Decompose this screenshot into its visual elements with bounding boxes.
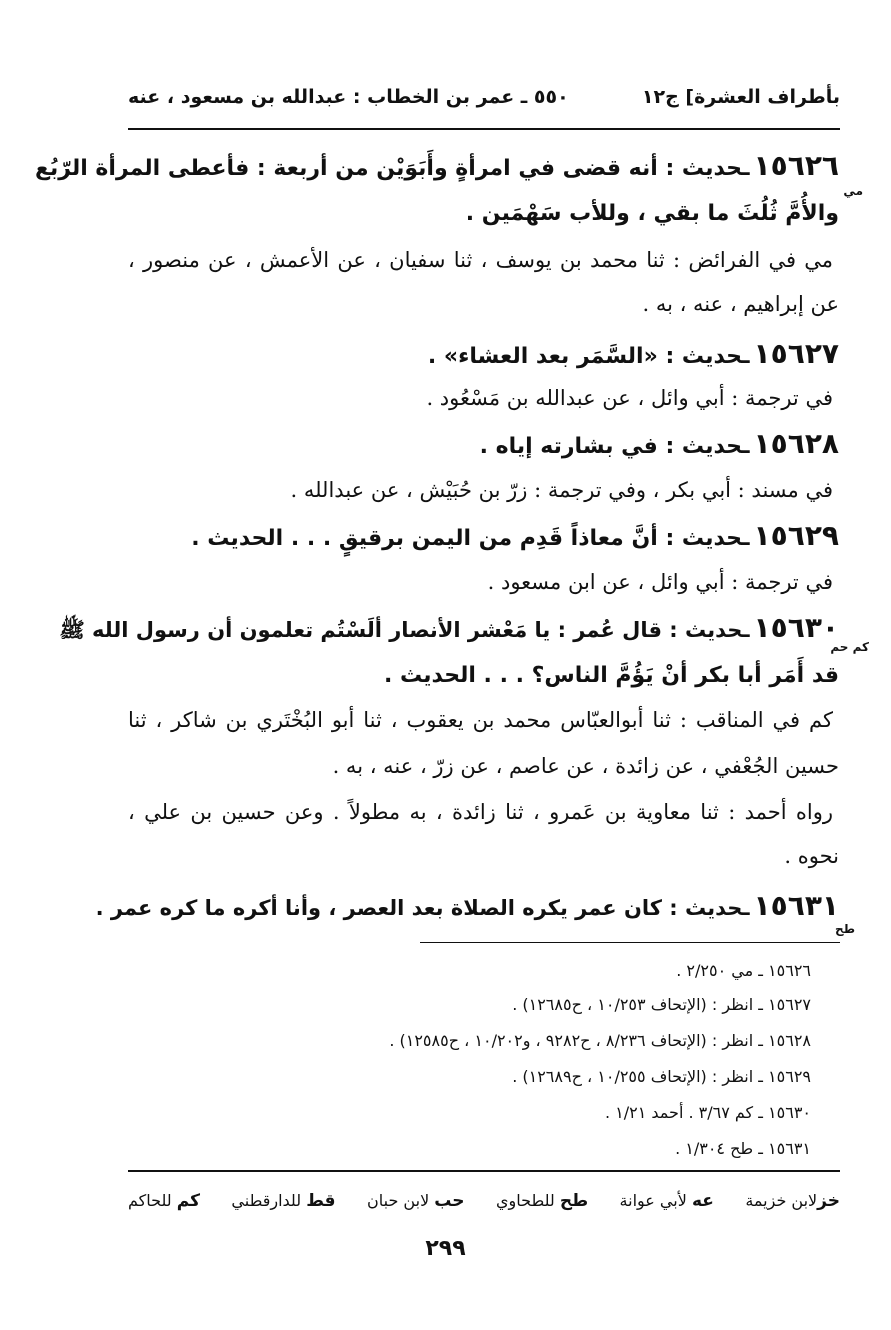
hadith-number: ١٥٦٢٩ — [753, 519, 839, 552]
source-line: في مسند : أبي بكر ، وفي ترجمة : زرّ بن حُبَيْش ، عن عبدالله . — [290, 478, 833, 502]
hadith-number: ١٥٦٣٠ — [753, 611, 839, 644]
abbreviation-item: كم للحاكم — [128, 1191, 200, 1211]
running-header — [128, 80, 840, 114]
hadith-entry-heading — [480, 424, 839, 467]
source-line: كم في المناقب : ثنا أبوالعبّاس محمد بن يعقوب ، ثنا أبو البُخْتَري بن شاكر ، ثنا — [128, 708, 833, 732]
source-line: عن إبراهيم ، عنه ، به . — [642, 292, 839, 316]
hadith-text-continued: قد أَمَر أبا بكر أنْ يَؤُمَّ الناس؟ . . . الحديث . — [383, 663, 839, 688]
hadith-entry-heading — [428, 334, 839, 377]
hadith-entry-heading — [191, 516, 839, 559]
abbreviation-item: قط للدارقطني — [231, 1191, 336, 1211]
footnote-rule — [420, 942, 840, 943]
hadith-text: ـحديث : في بشارته إياه . — [479, 434, 750, 459]
source-line: رواه أحمد : ثنا معاوية بن عَمرو ، ثنا زائدة ، به مطولاً . وعن حسين بن علي ، — [128, 800, 833, 824]
hadith-text: ـحديث : «السَّمَر بعد العشاء» . — [427, 344, 750, 369]
abbreviation-item: طح للطحاوي — [495, 1191, 589, 1211]
footnote-line: ١٥٦٢٦ ـ مي ٢/٢٥٠ . — [676, 961, 811, 980]
footnote-line: ١٥٦٢٧ ـ انظر : (الإتحاف ١٠/٢٥٣ ، ح١٢٦٨٥) . — [512, 995, 811, 1014]
hadith-entry-heading — [35, 146, 839, 189]
margin-siglum: كم حم — [830, 640, 869, 654]
source-line: مي في الفرائض : ثنا محمد بن يوسف ، ثنا سفيان ، عن الأعمش ، عن منصور ، — [128, 248, 833, 272]
hadith-number: ١٥٦٢٨ — [753, 427, 839, 460]
footnote-line: ١٥٦٢٨ ـ انظر : (الإتحاف ٨/٢٣٦ ، ح٩٢٨٢ ، و١٠/٢٠٢ ، ح١٢٥٨٥) . — [389, 1031, 811, 1050]
footnote-line: ١٥٦٢٩ ـ انظر : (الإتحاف ١٠/٢٥٥ ، ح١٢٦٨٩) . — [512, 1067, 811, 1086]
header-section: ٥٥٠ ـ عمر بن الخطاب : عبدالله بن مسعود ، عنه — [128, 86, 569, 108]
margin-siglum: طح — [835, 922, 855, 936]
header-rule — [128, 128, 840, 130]
footnote-line: ١٥٦٣١ ـ طح ١/٣٠٤ . — [675, 1139, 811, 1158]
margin-siglum: مي — [843, 184, 863, 198]
source-line: حسين الجُعْفي ، عن زائدة ، عن عاصم ، عن زرّ ، عنه ، به . — [332, 754, 839, 778]
footnote-line: ١٥٦٣٠ ـ كم ٣/٦٧ . أحمد ١/٢١ . — [604, 1103, 811, 1122]
abbreviation-item: خزلابن خزيمة — [745, 1191, 840, 1211]
page-number: ٢٩٩ — [425, 1236, 466, 1261]
abbreviation-rule — [128, 1170, 840, 1172]
hadith-entry-heading — [96, 886, 839, 928]
hadith-number: ١٥٦٢٦ — [753, 149, 839, 182]
abbreviations-key — [128, 1183, 840, 1219]
hadith-number: ١٥٦٢٧ — [753, 337, 839, 370]
source-line: في ترجمة : أبي وائل ، عن ابن مسعود . — [487, 570, 833, 594]
hadith-text: ـحديث : قال عُمر : يا مَعْشر الأنصار ألَسْتُم تعلمون أن رسول الله ﷺ — [59, 618, 750, 642]
hadith-text: ـحديث : أنَّ معاذاً قَدِم من اليمن برقيقٍ . . . الحديث . — [191, 526, 750, 551]
abbreviation-item: عه لأبي عوانة — [619, 1191, 714, 1211]
hadith-entry-heading — [59, 608, 839, 650]
hadith-text: ـحديث : كان عمر يكره الصلاة بعد العصر ، وأنا أكره ما كره عمر . — [95, 896, 750, 920]
hadith-text-continued: والأُمَّ ثُلُثَ ما بقي ، وللأب سَهْمَين . — [465, 201, 839, 226]
source-line: نحوه . — [784, 844, 839, 868]
source-line: في ترجمة : أبي وائل ، عن عبدالله بن مَسْعُود . — [426, 386, 833, 410]
hadith-number: ١٥٦٣١ — [753, 889, 839, 922]
header-volume: بأطراف العشرة] ج١٢ — [641, 86, 840, 108]
abbreviation-item: حب لابن حبان — [367, 1191, 465, 1211]
hadith-text: ـحديث : أنه قضى في امرأةٍ وأَبَوَيْن من أربعة : فأعطى المرأة الرّبُع — [34, 156, 750, 181]
